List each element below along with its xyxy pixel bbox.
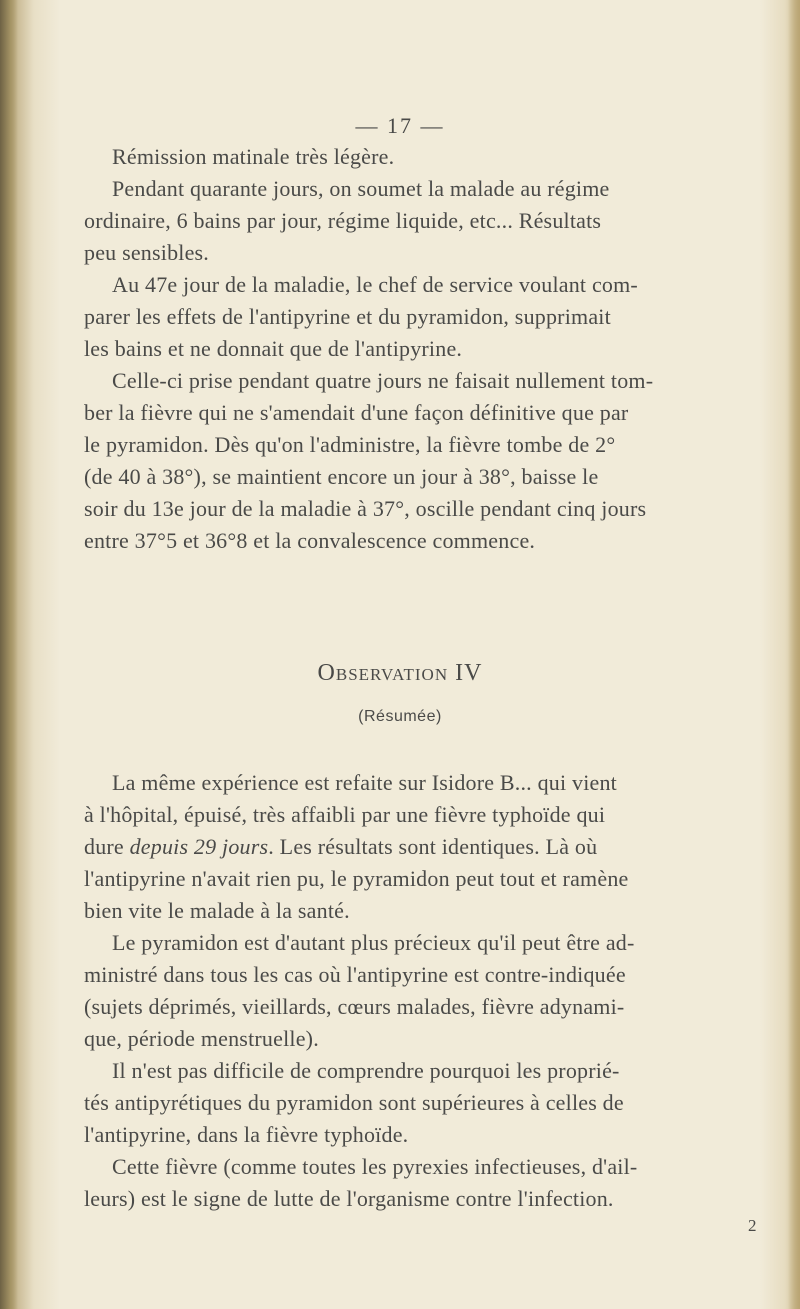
text-line: Celle-ci prise pendant quatre jours ne faisait nullement tom- <box>112 368 654 393</box>
text-line: l'antipyrine, dans la fièvre typhoïde. <box>84 1122 409 1147</box>
text-line: La même expérience est refaite sur Isidore B... qui vient <box>112 770 617 795</box>
text-line: le pyramidon. Dès qu'on l'administre, la fièvre tombe de 2° <box>84 432 616 457</box>
text-line: entre 37°5 et 36°8 et la convalescence commence. <box>84 528 536 553</box>
observation-title: Observation IV <box>317 660 483 686</box>
text-line: (sujets déprimés, vieillards, cœurs malades, fièvre adynami- <box>84 994 625 1019</box>
text-line: Il n'est pas difficile de comprendre pourquoi les proprié- <box>112 1058 620 1083</box>
text-line: leurs) est le signe de lutte de l'organisme contre l'infection. <box>84 1186 614 1211</box>
text-line: Au 47e jour de la maladie, le chef de service voulant com- <box>112 272 638 297</box>
text-line: ber la fièvre qui ne s'amendait d'une façon définitive que par <box>84 400 629 425</box>
italic-phrase: depuis 29 jours <box>129 834 269 859</box>
page-binding-shadow <box>0 0 18 1309</box>
text-line: Rémission matinale très légère. <box>112 144 395 169</box>
text-line: les bains et ne donnait que de l'antipyrine. <box>84 336 463 361</box>
text-line: bien vite le malade à la santé. <box>84 898 350 923</box>
text-line: peu sensibles. <box>84 240 210 265</box>
text-line: à l'hôpital, épuisé, très affaibli par une fièvre typhoïde qui <box>84 802 606 827</box>
text-line <box>84 834 597 860</box>
text-line: Pendant quarante jours, on soumet la malade au régime <box>112 176 610 201</box>
text-segment: dure <box>84 834 130 859</box>
signature-number: 2 <box>748 1216 757 1235</box>
text-line: Le pyramidon est d'autant plus précieux qu'il peut être ad- <box>112 930 635 955</box>
text-segment: . Les résultats sont identiques. Là où <box>268 834 598 859</box>
observation-subtitle: (Résumée) <box>358 708 442 725</box>
page-number-header: — 17 — <box>355 113 445 138</box>
text-line: l'antipyrine n'avait rien pu, le pyramidon peut tout et ramène <box>84 866 629 891</box>
page-edge-shadow <box>788 0 800 1309</box>
text-line: ordinaire, 6 bains par jour, régime liquide, etc... Résultats <box>84 208 602 233</box>
text-line: parer les effets de l'antipyrine et du pyramidon, supprimait <box>84 304 611 329</box>
text-line: (de 40 à 38°), se maintient encore un jour à 38°, baisse le <box>84 464 599 489</box>
text-line: que, période menstruelle). <box>84 1026 319 1051</box>
text-line: ministré dans tous les cas où l'antipyrine est contre-indiquée <box>84 962 626 987</box>
text-line: tés antipyrétiques du pyramidon sont supérieures à celles de <box>84 1090 624 1115</box>
text-line: soir du 13e jour de la maladie à 37°, oscille pendant cinq jours <box>84 496 647 521</box>
text-line: Cette fièvre (comme toutes les pyrexies infectieuses, d'ail- <box>112 1154 638 1179</box>
